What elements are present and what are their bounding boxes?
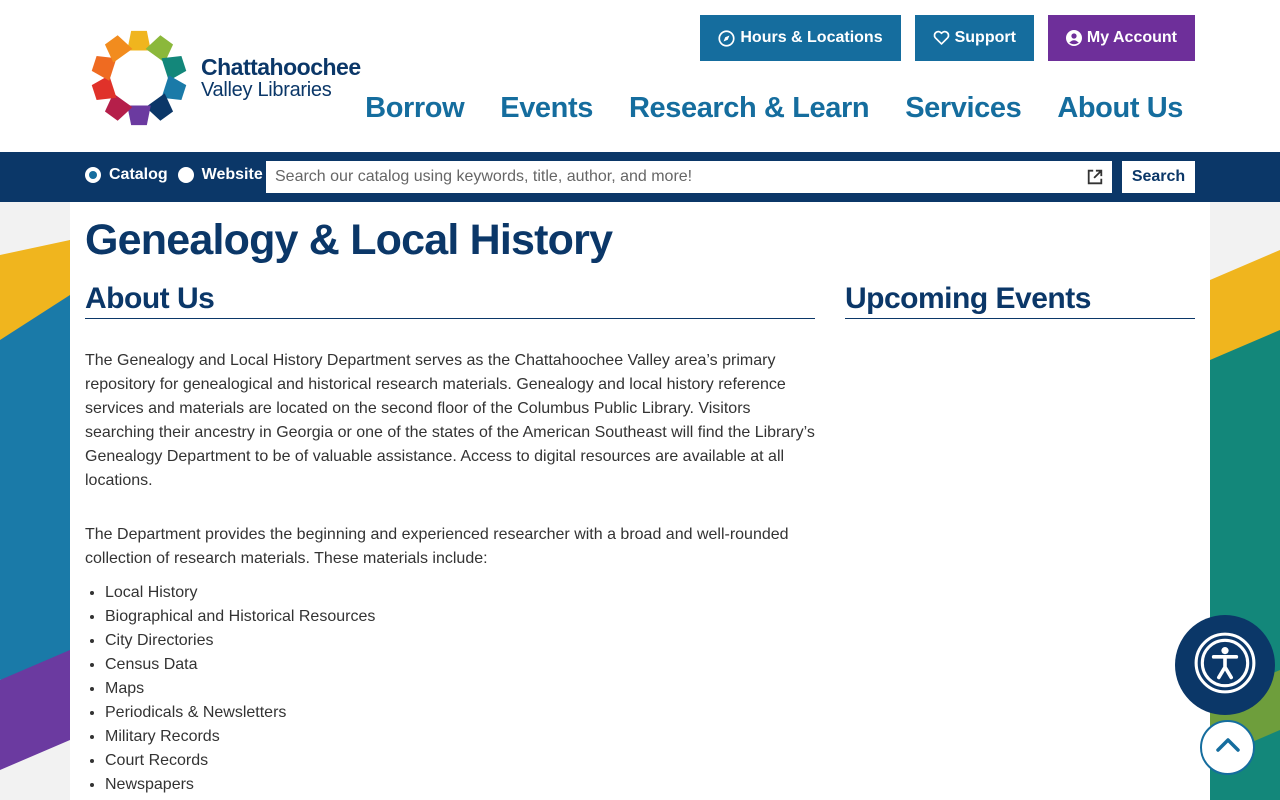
accessibility-icon [1192,630,1258,701]
list-item: • Local History [105,581,375,605]
search-option-website[interactable] [178,166,263,184]
materials-paragraph: The Department provides the beginning and experienced researcher with a broad and well-rounded collection of research materials. These materials include: [85,526,789,567]
search-button[interactable]: Search [1122,161,1195,193]
site-logo[interactable] [85,24,361,132]
list-item: • Biographical and Historical Resources [105,605,375,629]
list-item: • City Directories [105,629,375,653]
list-item: • Newspapers [105,773,375,797]
about-us-heading: About Us [85,282,815,319]
nav-item-borrow[interactable]: Borrow [365,92,465,124]
website-radio-label: Website [201,166,263,183]
starburst-logo-icon [85,24,193,132]
list-item: • Maps [105,677,375,701]
search-input[interactable] [266,161,1112,193]
site-header [0,0,1280,152]
list-item: • Court Records [105,749,375,773]
compass-icon [718,30,735,47]
hours-locations-label: Hours & Locations [740,29,883,46]
external-link-icon [1086,168,1104,186]
chevron-up-icon [1215,737,1241,758]
nav-item-events[interactable]: Events [500,92,593,124]
main-content [70,202,1210,800]
list-item: • Periodicals & Newsletters [105,701,375,725]
support-button[interactable] [915,15,1034,61]
search-bar [0,152,1280,202]
my-account-label: My Account [1086,29,1177,46]
nav-item-research-learn[interactable]: Research & Learn [628,92,870,124]
user-circle-icon [1066,30,1082,46]
search-option-catalog[interactable] [85,166,168,184]
catalog-radio[interactable] [85,167,101,183]
heart-icon [933,30,950,46]
brand-name-line1: Chattahoochee [201,54,361,81]
list-item: • Census Data [105,653,375,677]
page-title: Genealogy & Local History [85,216,613,264]
accessibility-widget-button[interactable] [1175,615,1275,715]
support-label: Support [954,29,1016,46]
catalog-radio-label: Catalog [109,166,168,183]
hours-locations-button[interactable] [700,15,900,61]
materials-list [105,581,375,797]
upcoming-events-heading: Upcoming Events [845,282,1195,319]
search-scope-toggle [85,166,273,184]
nav-item-about-us[interactable]: About Us [1057,92,1183,124]
list-item: • Military Records [105,725,375,749]
main-navigation [365,92,1183,125]
scroll-to-top-button[interactable] [1200,720,1255,775]
nav-item-services[interactable]: Services [905,92,1022,124]
intro-paragraph: The Genealogy and Local History Department serves as the Chattahoochee Valley area’s primary repository for genealogical and historical research materials. Genealogy and local history reference services and materials are located on the second floor of the Columbus Public Library. Visitors searching their ancestry in Georgia or one of the states of the American Southeast will find the Library’s Genealogy Department to be of valuable assistance. Access to digital resources are available at all locations. [85,352,815,489]
website-radio[interactable] [178,167,194,183]
brand-name-line2: Valley Libraries [201,78,332,101]
my-account-button[interactable] [1048,15,1195,61]
